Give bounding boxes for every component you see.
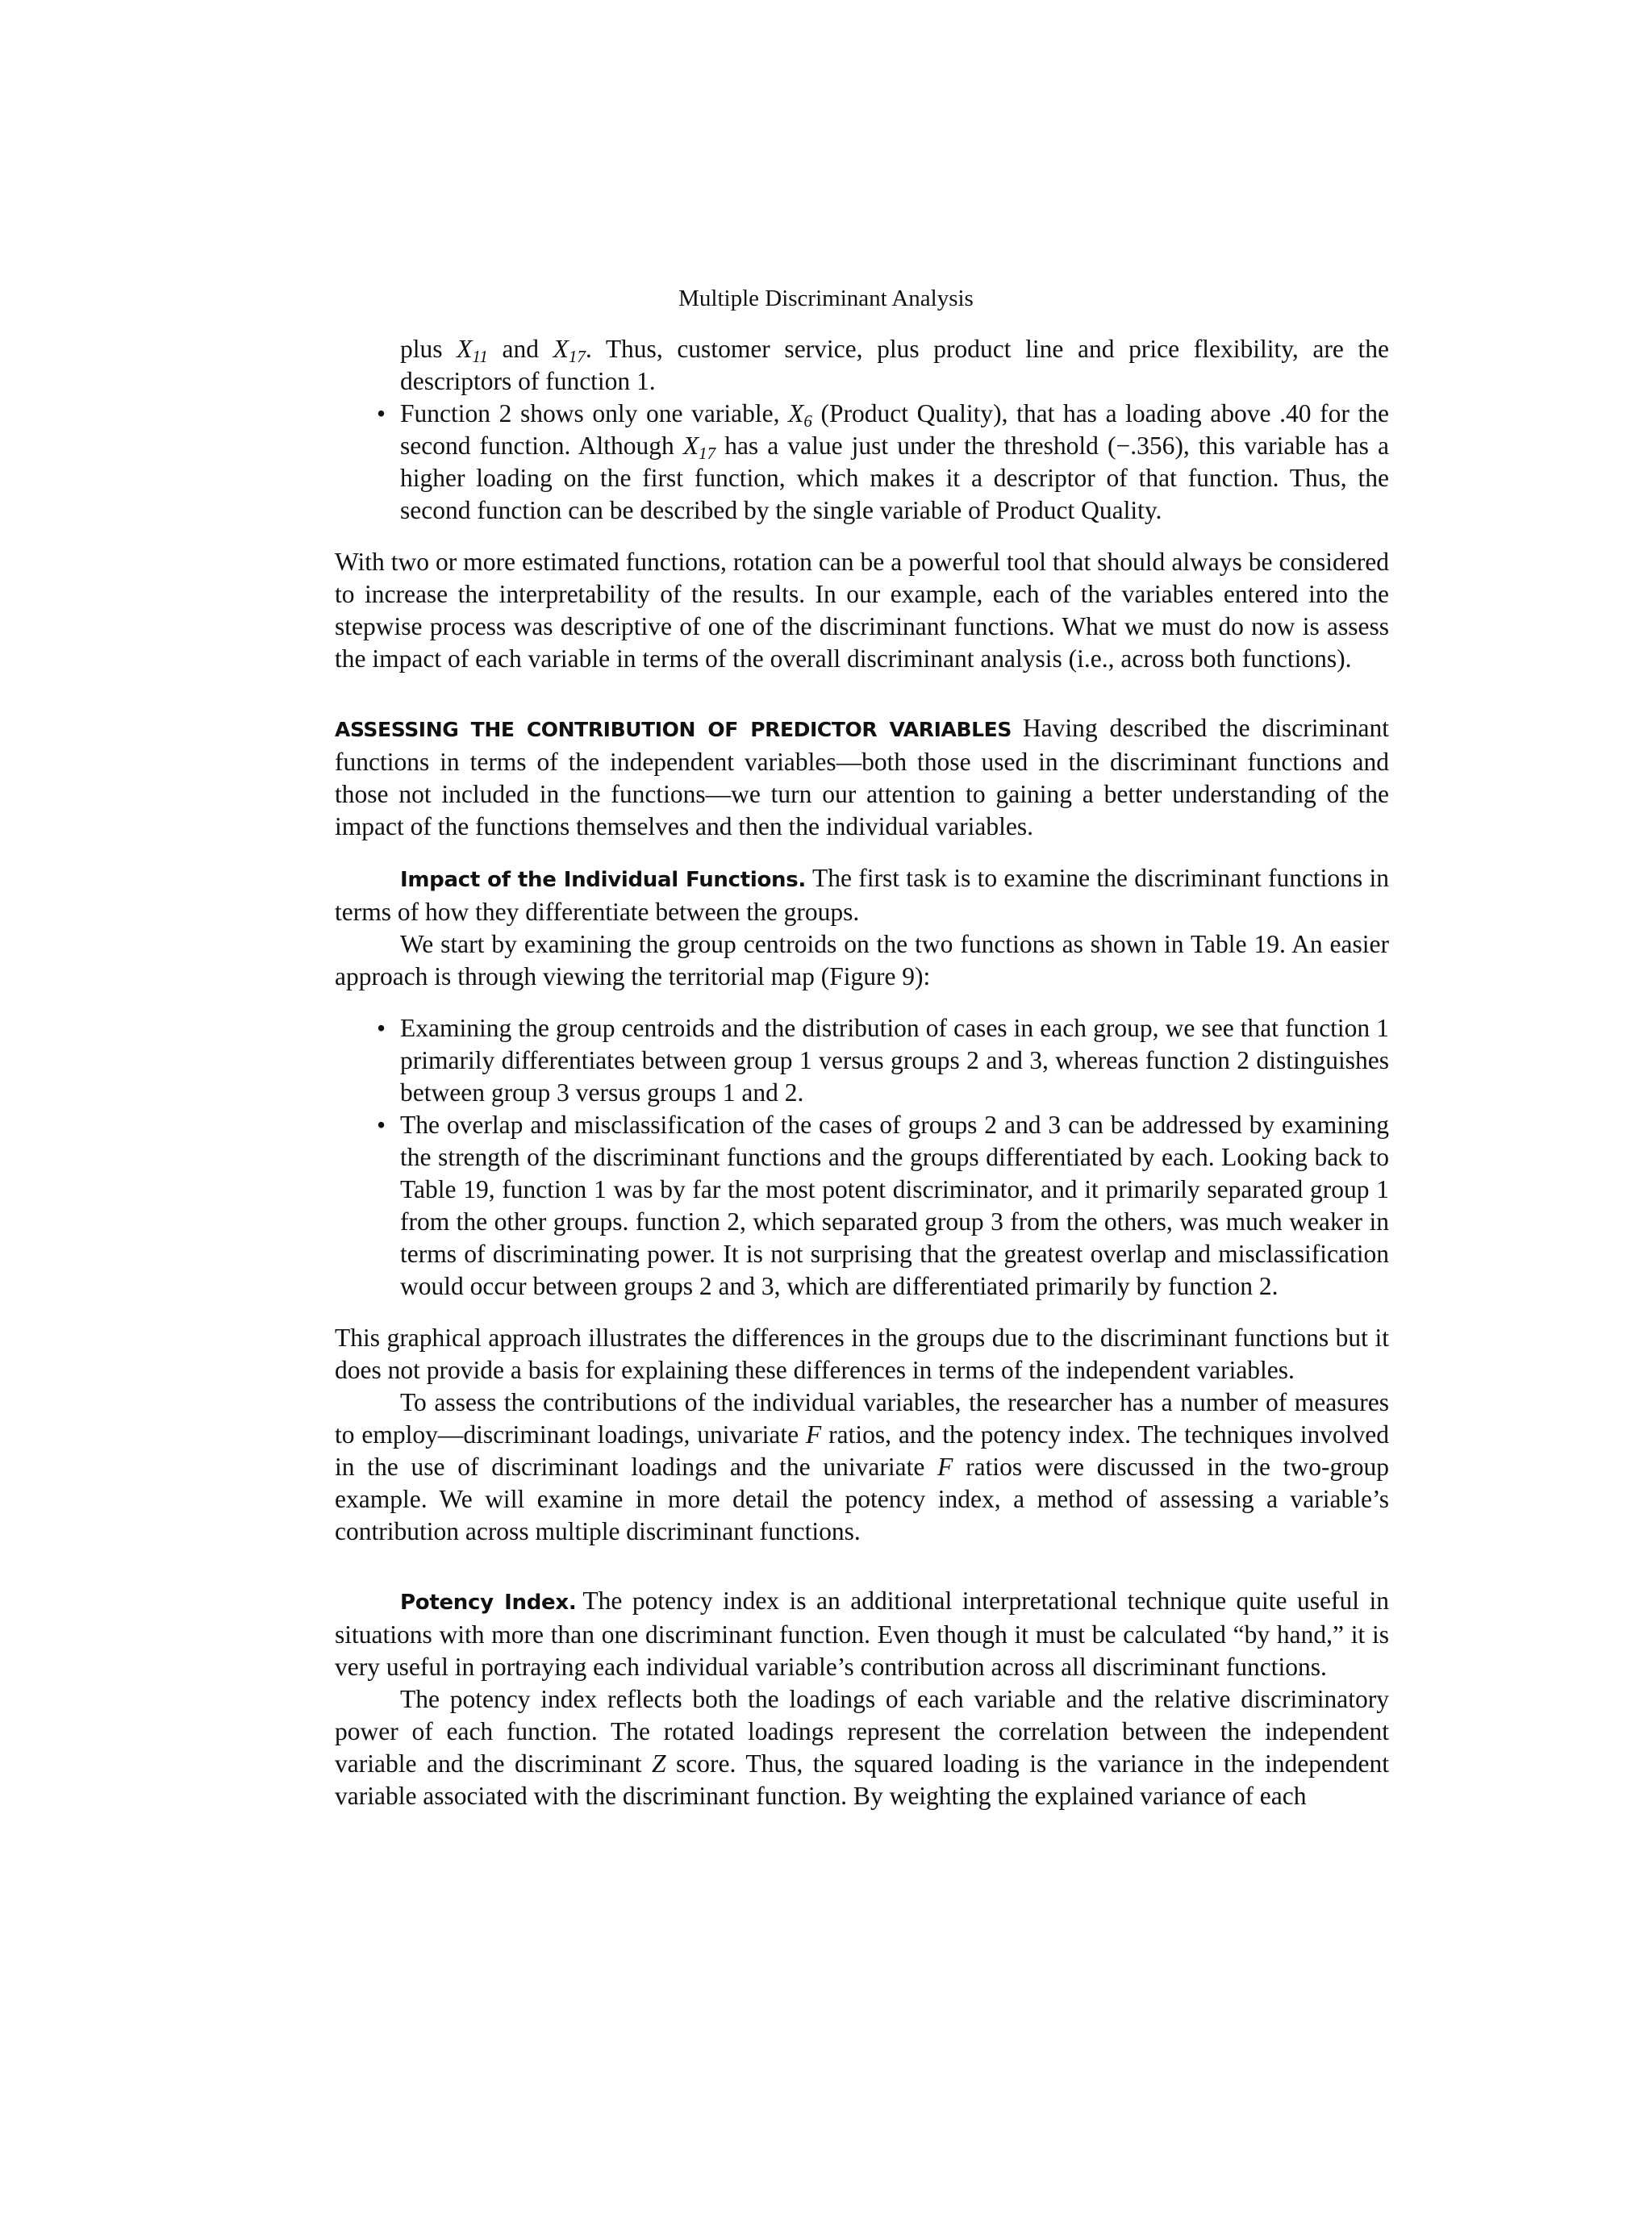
text-run: plus: [400, 335, 457, 363]
text-run: has a value just under the threshold (−.356), this variable has a higher loading on the first function, which makes it a descriptor of that function. Thus, the second function can be described by the single variable of Product Quality.: [400, 432, 1389, 524]
paragraph-assessing: [335, 712, 1389, 843]
section-heading: ASSESSING THE CONTRIBUTION OF PREDICTOR VARIABLES: [335, 718, 1012, 741]
text-run: The first task is to examine the discriminant functions in terms of how they differentiate between the groups.: [335, 864, 1389, 926]
text-run: The overlap and misclassification of the cases of groups 2 and 3 can be addressed by examining the strength of the discriminant functions and the groups differentiated by each. Looking back to Table 19, function 1 was by far the most potent discriminator, and it primarily separated group 1 from the other groups. function 2, which separated group 3 from the others, was much weaker in terms of discriminating power. It is not surprising that the greatest overlap and misclassification would occur between groups 2 and 3, which are differentiated primarily by function 2.: [400, 1111, 1389, 1300]
text-run: ratios were discussed in the two-group example. We will examine in more detail the potency index, a method of assessing a variable’s contribution across multiple discriminant functions.: [335, 1453, 1389, 1545]
math-variable: [457, 335, 488, 366]
math-symbol: X: [457, 335, 473, 363]
bullet-list-centroids: [335, 1012, 1389, 1303]
text-run: The potency index reflects both the loadings of each variable and the relative discriminatory power of each function. The rotated loadings represent the correlation between the independent variable and the discriminant: [335, 1685, 1389, 1778]
paragraph-potency-reflects: [335, 1683, 1389, 1812]
text-run: Having described the discriminant functions in terms of the independent variables—both those used in the discriminant functions and those not included in the functions—we turn our attention to gaining a better understanding of the impact of the functions themselves and then the individual variables.: [335, 714, 1389, 840]
paragraph-graphical: This graphical approach illustrates the differences in the groups due to the discriminant functions but it does not provide a basis for explaining these differences in terms of the independent variables.: [335, 1324, 1389, 1384]
math-symbol: Z: [651, 1749, 666, 1778]
text-run: ratios, and the potency index. The techniques involved in the use of discriminant loadings and the univariate: [335, 1420, 1389, 1481]
math-subscript: 17: [568, 347, 586, 366]
subsection-heading: Potency Index.: [400, 1591, 577, 1615]
math-variable: [553, 335, 586, 366]
paragraph-rotation: With two or more estimated functions, rotation can be a powerful tool that should always be considered to increase the interpretability of the results. In our example, each of the variables entered into the stepwise process was descriptive of one of the discriminant functions. What we must do now is assess the impact of each variable in terms of the overall discriminant analysis (i.e., across both functions).: [335, 548, 1389, 673]
math-symbol: F: [806, 1420, 822, 1449]
bullet-item-centroids: [335, 1012, 1389, 1109]
paragraph-assess-contributions: [335, 1386, 1389, 1548]
text-run: To assess the contributions of the individual variables, the researcher has a number of measures to employ—discriminant loadings, univariate: [335, 1388, 1389, 1449]
text-run: . Thus, customer service, plus product line and price flexibility, are the descriptors of function 1.: [400, 335, 1389, 395]
bullet-icon: •: [377, 399, 386, 427]
subsection-heading: Impact of the Individual Functions.: [400, 868, 806, 892]
text-run: and: [487, 335, 553, 363]
continued-bullet-paragraph: [400, 333, 1389, 398]
math-symbol: X: [553, 335, 569, 363]
paragraph-centroids: We start by examining the group centroids on the two functions as shown in Table 19. An easier approach is through viewing the territorial map (Figure 9):: [335, 930, 1389, 990]
paragraph-potency-index: [335, 1585, 1389, 1683]
paragraph-impact: [335, 862, 1389, 928]
body-text: [335, 333, 1389, 1812]
text-run: The potency index is an additional interpretational technique quite useful in situations with more than one discriminant function. Even though it must be calculated “by hand,” it is very useful in portraying each individual variable’s contribution across all discriminant functions.: [335, 1587, 1390, 1681]
bullet-item-function-2: [335, 398, 1389, 527]
bullet-icon: •: [377, 1111, 386, 1139]
math-subscript: 11: [472, 347, 488, 366]
text-run: score. Thus, the squared loading is the variance in the independent variable associated with the discriminant function. By weighting the explained variance of each: [335, 1749, 1389, 1810]
bullet-list-functions: [335, 398, 1389, 527]
math-symbol: X: [788, 399, 804, 427]
math-subscript: 17: [699, 444, 716, 463]
text-run: (Product Quality), that has a loading above .40 for the second function. Although: [400, 399, 1389, 460]
running-head: Multiple Discriminant Analysis: [678, 286, 974, 311]
math-variable: [788, 399, 812, 431]
bullet-icon: •: [377, 1014, 386, 1042]
math-symbol: F: [937, 1453, 953, 1481]
math-variable: [682, 432, 716, 463]
bullet-item-overlap: [335, 1109, 1389, 1303]
text-run: Examining the group centroids and the distribution of cases in each group, we see that function 1 primarily differentiates between group 1 versus groups 2 and 3, whereas function 2 distinguishes between group 3 versus groups 1 and 2.: [400, 1014, 1389, 1107]
text-run: Function 2 shows only one variable,: [400, 399, 789, 427]
math-symbol: X: [682, 432, 699, 460]
math-subscript: 6: [803, 411, 812, 431]
